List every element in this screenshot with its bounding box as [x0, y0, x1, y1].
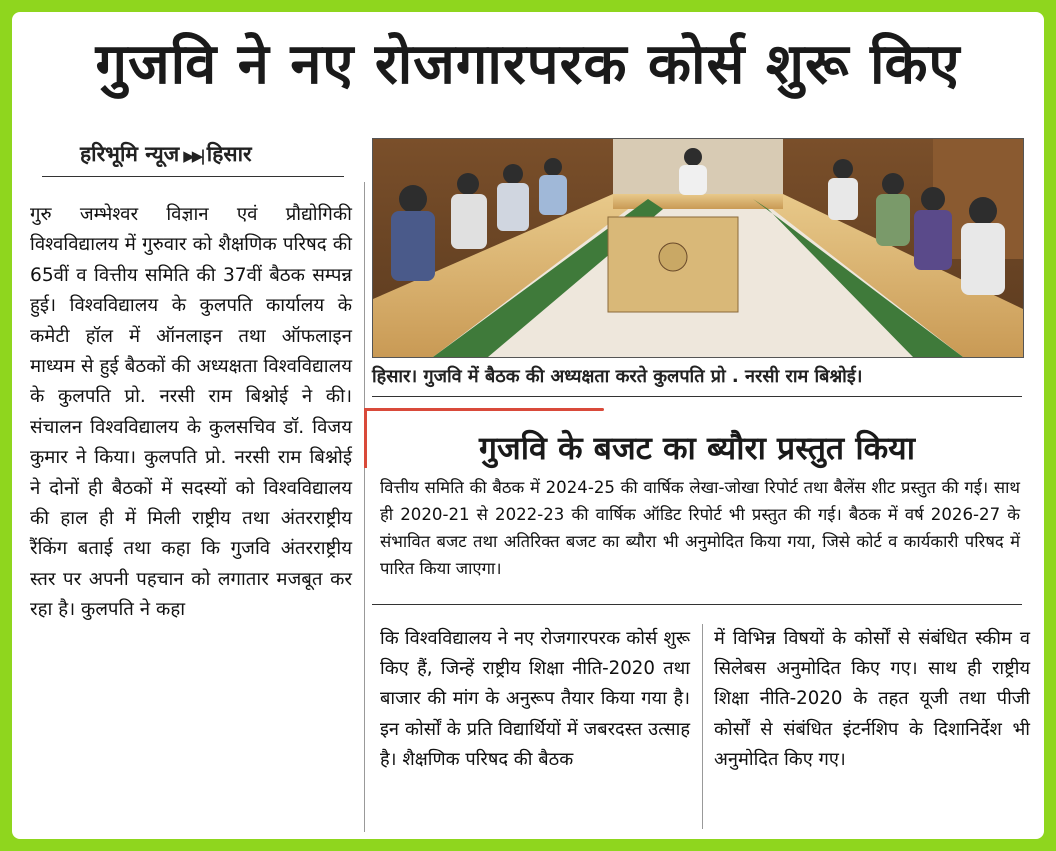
- middle-column-text: कि विश्वविद्यालय ने नए रोजगारपरक कोर्स शुरू किए हैं, जिन्हें राष्ट्रीय शिक्षा नीति-2020 तथा बाजार की मांग के अनुरूप तैयार किया गया है। इन कोर्सों के प्रति विद्यार्थियों में जबरदस्त उत्साह है। शैक्षणिक परिषद की बैठक: [380, 628, 690, 770]
- left-column-text: गुरु जम्भेश्वर विज्ञान एवं प्रौद्योगिकी विश्वविद्यालय में गुरुवार को शैक्षणिक परिषद की 65वीं व वित्तीय समिति की 37वीं बैठक सम्पन्न हुई। विश्वविद्यालय के कुलपति कार्यालय के कमेटी हॉल में ऑनलाइन तथा ऑफलाइन माध्यम से हुई बैठकों की अध्यक्षता विश्वविद्यालय के कुलपति प्रो. नरसी राम बिश्नोई ने की। संचालन विश्वविद्यालय के कुलसचिव डॉ. विजय कुमार ने किया। कुलपति प्रो. नरसी राम बिश्नोई ने दोनों ही बैठकों में सदस्यों को विश्वविद्यालय की हाल ही में मिली राष्ट्रीय तथा अंतरराष्ट्रीय रैंकिंग बताई तथा कहा कि गुजवि अंतरराष्ट्रीय स्तर पर अपनी पहचान को लगातार मजबूत कर रहा है। कुलपति ने कहा: [30, 204, 352, 621]
- subhead-accent-bar: [364, 408, 367, 468]
- dateline-arrows-icon: ▶▶|: [183, 147, 203, 165]
- column-divider: [364, 182, 365, 832]
- meeting-photo: [372, 138, 1024, 358]
- newspaper-clipping: [12, 12, 1044, 839]
- headline: गुजवि ने नए रोजगारपरक कोर्स शुरू किए: [95, 32, 961, 97]
- sub-article-headline: गुजवि के बजट का ब्यौरा प्रस्तुत किया: [478, 429, 916, 467]
- right-column-text: में विभिन्न विषयों के कोर्सों से संबंधित स्कीम व सिलेबस अनुमोदित किए गए। साथ ही राष्ट्रीय शिक्षा नीति-2020 के तहत यूजी तथा पीजी कोर्सों से संबंधित इंटर्नशिप के दिशानिर्देश भी अनुमोदित किए गए।: [714, 628, 1030, 770]
- left-column: [30, 200, 352, 626]
- dateline-source: हरिभूमि न्यूज: [80, 142, 180, 166]
- middle-column: [380, 624, 690, 775]
- dateline-rule: [42, 176, 344, 177]
- caption-rule: [372, 396, 1022, 397]
- right-column: [714, 624, 1030, 775]
- column-divider-2: [702, 624, 703, 829]
- dateline-place: हिसार: [206, 142, 252, 166]
- subhead-accent-line: [364, 408, 604, 411]
- dateline: [80, 140, 252, 168]
- sub-article-text: वित्तीय समिति की बैठक में 2024-25 की वार्षिक लेखा-जोखा रिपोर्ट तथा बैलेंस शीट प्रस्तुत की गई। साथ ही 2020-21 से 2022-23 की वार्षिक ऑडिट रिपोर्ट भी प्रस्तुत की गई। बैठक में वर्ष 2026-27 के संभावित बजट तथा अतिरिक्त बजट का ब्यौरा भी अनुमोदित किया गया, जिसे कोर्ट व कार्यकारी परिषद में पारित किया जाएगा।: [380, 478, 1020, 578]
- sub-article-body: [380, 474, 1020, 582]
- photo-caption: हिसार। गुजवि में बैठक की अध्यक्षता करते कुलपति प्रो . नरसी राम बिश्नोई।: [372, 366, 863, 387]
- sub-article-rule: [372, 604, 1022, 605]
- meeting-photo-image: [373, 139, 1023, 357]
